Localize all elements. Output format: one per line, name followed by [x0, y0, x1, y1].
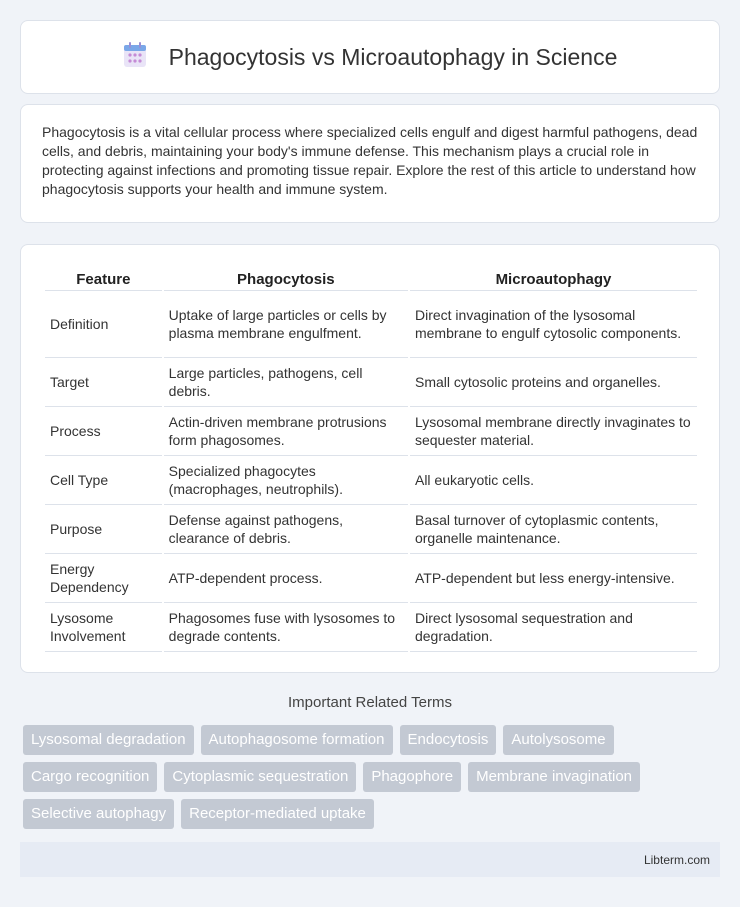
tag-autolysosome[interactable]: Autolysosome	[503, 725, 613, 755]
table-cell: ATP-dependent process.	[164, 554, 408, 603]
table-cell: ATP-dependent but less energy-intensive.	[410, 554, 697, 603]
table-cell: Process	[45, 407, 162, 456]
tag-autophagosome-formation[interactable]: Autophagosome formation	[201, 725, 393, 755]
table-cell: Direct invagination of the lysosomal membrane to engulf cytosolic components.	[410, 291, 697, 358]
table-cell: Actin-driven membrane protrusions form phagosomes.	[164, 407, 408, 456]
intro-card	[20, 104, 720, 223]
header-card	[20, 20, 720, 94]
table-cell: Lysosomal membrane directly invaginates to sequester material.	[410, 407, 697, 456]
table-row	[45, 456, 697, 505]
table-row	[45, 407, 697, 456]
table-cell: Phagosomes fuse with lysosomes to degrade contents.	[164, 603, 408, 652]
page-title: Phagocytosis vs Microautophagy in Science	[168, 43, 618, 70]
table-cell: Definition	[45, 291, 162, 358]
tag-lysosomal-degradation[interactable]: Lysosomal degradation	[23, 725, 194, 755]
table-cell: Energy Dependency	[45, 554, 162, 603]
table-cell: Lysosome Involvement	[45, 603, 162, 652]
related-terms	[23, 725, 723, 836]
table-cell: Basal turnover of cytoplasmic contents, organelle maintenance.	[410, 505, 697, 554]
table-row	[45, 505, 697, 554]
tag-receptor-mediated-uptake[interactable]: Receptor-mediated uptake	[181, 799, 374, 829]
header-microautophagy: Microautophagy	[410, 263, 697, 291]
table-row	[45, 358, 697, 407]
tag-cargo-recognition[interactable]: Cargo recognition	[23, 762, 157, 792]
table-row	[45, 291, 697, 358]
comparison-table	[43, 263, 699, 652]
tag-cytoplasmic-sequestration[interactable]: Cytoplasmic sequestration	[164, 762, 356, 792]
table-cell: All eukaryotic cells.	[410, 456, 697, 505]
tag-row	[23, 799, 723, 829]
table-row	[45, 603, 697, 652]
tag-row	[23, 725, 723, 755]
intro-text: Phagocytosis is a vital cellular process where specialized cells engulf and digest harmful pathogens, dead cells, and debris, maintaining your body's immune defense. This mechanism plays a crucial role in protecting against infections and promoting tissue repair. Explore the rest of this article to understand how phagocytosis supports your health and immune system.	[42, 124, 698, 197]
comparison-table-card	[20, 244, 720, 673]
tag-selective-autophagy[interactable]: Selective autophagy	[23, 799, 174, 829]
tag-membrane-invagination[interactable]: Membrane invagination	[468, 762, 640, 792]
header-phagocytosis: Phagocytosis	[164, 263, 408, 291]
table-cell: Uptake of large particles or cells by plasma membrane engulfment.	[164, 291, 408, 358]
table-header-row	[45, 263, 697, 291]
tag-row	[23, 762, 723, 792]
table-cell: Cell Type	[45, 456, 162, 505]
table-cell: Direct lysosomal sequestration and degradation.	[410, 603, 697, 652]
related-terms-title: Important Related Terms	[288, 694, 452, 711]
table-cell: Defense against pathogens, clearance of debris.	[164, 505, 408, 554]
calendar-icon	[123, 42, 147, 73]
table-cell: Specialized phagocytes (macrophages, neutrophils).	[164, 456, 408, 505]
tag-phagophore[interactable]: Phagophore	[363, 762, 461, 792]
table-cell: Small cytosolic proteins and organelles.	[410, 358, 697, 407]
tag-endocytosis[interactable]: Endocytosis	[400, 725, 497, 755]
footer-link[interactable]: Libterm.com	[643, 852, 710, 867]
table-cell: Purpose	[45, 505, 162, 554]
table-row	[45, 554, 697, 603]
table-cell: Target	[45, 358, 162, 407]
table-cell: Large particles, pathogens, cell debris.	[164, 358, 408, 407]
footer	[20, 842, 720, 877]
header-feature: Feature	[45, 263, 162, 291]
